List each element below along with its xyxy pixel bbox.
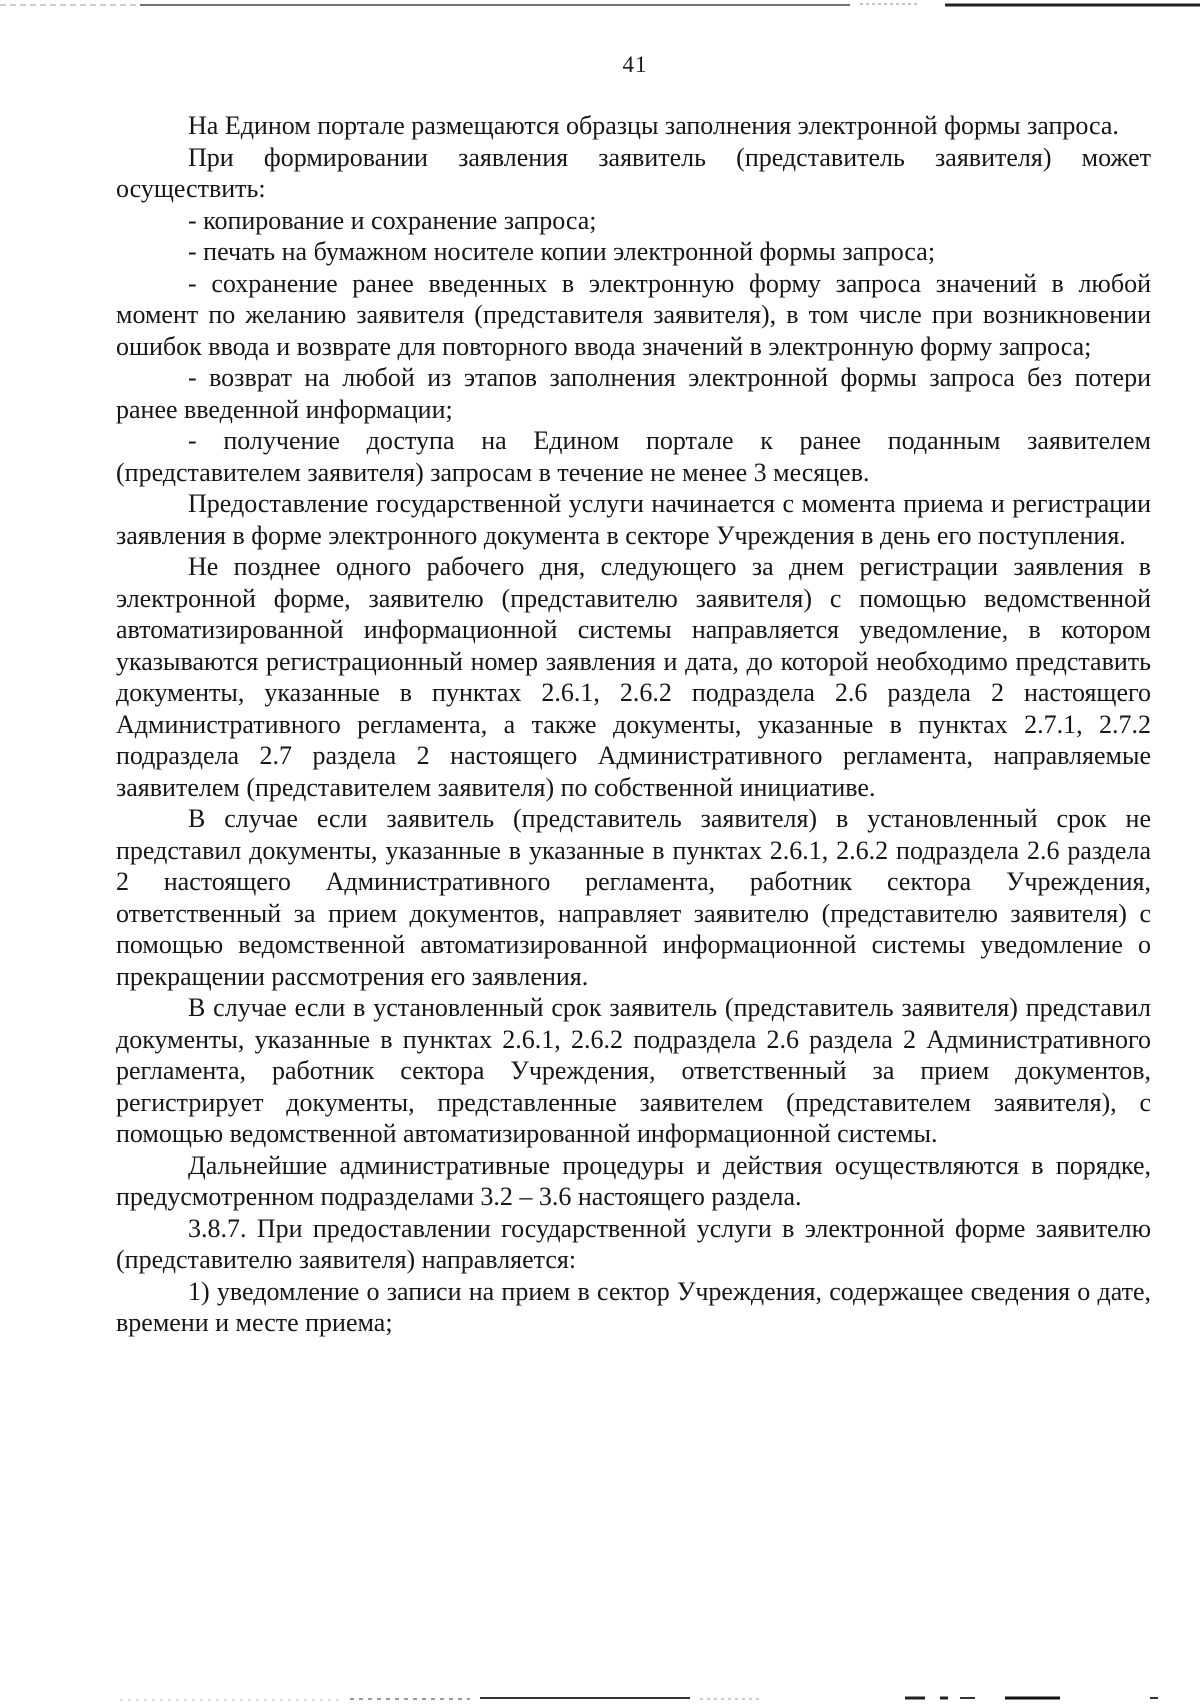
paragraph-applicant-options: При формировании заявления заявитель (представитель заявителя) может осуществить: — [116, 142, 1151, 203]
paragraph-notification-deadline: Не позднее одного рабочего дня, следующего за днем регистрации заявления в электронной форме, заявителю (представителю заявителя) с помощью ведомственной автоматизированной информационной системы направляется уведомление, в котором указываются регистрационный номер заявления и дата, до которой необходимо представить документы, указанные в пунктах 2.6.1, 2.6.2 подраздела 2.6 раздела 2 настоящего Административного регламента, а также документы, указанные в пунктах 2.7.1, 2.7.2 подраздела 2.7 раздела 2 настоящего Административного регламента, направляемые заявителем (представителем заявителя) по собственной инициативе. — [116, 552, 1151, 802]
paragraph-further-procedures: Дальнейшие административные процедуры и действия осуществляются в порядке, предусмотренном подразделами 3.2 – 3.6 настоящего раздела. — [116, 1150, 1151, 1211]
list-item-save-values: - сохранение ранее введенных в электронную форму запроса значений в любой момент по желанию заявителя (представителя заявителя), в том числе при возникновении ошибок ввода и возврате для повторного ввода значений в электронную форму запроса; — [116, 268, 1151, 361]
list-item-print: - печать на бумажном носителе копии электронной формы запроса; — [188, 237, 936, 266]
scan-edge-bottom — [0, 1690, 1200, 1704]
list-item-return-step: - возврат на любой из этапов заполнения электронной формы запроса без потери ранее введенной информации; — [116, 363, 1151, 424]
list-item-access-requests: - получение доступа на Едином портале к ранее поданным заявителем (представителем заявителя) запросам в течение не менее 3 месяцев. — [116, 426, 1151, 487]
paragraph-termination: В случае если заявитель (представитель заявителя) в установленный срок не представил документы, указанные в указанные в пунктах 2.6.1, 2.6.2 подраздела 2.6 раздела 2 настоящего Административного регламента, работник сектора Учреждения, ответственный за прием документов, направляет заявителю (представителю заявителя) с помощью ведомственной автоматизированной информационной системы уведомление о прекращении рассмотрения его заявления. — [116, 804, 1151, 991]
scan-edge-top — [0, 3, 1200, 13]
page-number: 41 — [622, 52, 648, 77]
document-body — [116, 110, 1151, 1339]
paragraph-portal-samples: На Едином портале размещаются образцы заполнения электронной формы запроса. — [188, 111, 1119, 140]
paragraph-section-3-8-7: 3.8.7. При предоставлении государственной услуги в электронной форме заявителю (представителю заявителя) направляется: — [116, 1213, 1151, 1274]
list-item-copy-save: - копирование и сохранение запроса; — [188, 205, 597, 235]
list-item-appointment-notice: 1) уведомление о записи на прием в сектор Учреждения, содержащее сведения о дате, времени и месте приема; — [116, 1276, 1151, 1337]
paragraph-service-start: Предоставление государственной услуги начинается с момента приема и регистрации заявления в форме электронного документа в секторе Учреждения в день его поступления. — [116, 489, 1151, 550]
paragraph-registration: В случае если в установленный срок заявитель (представитель заявителя) представил документы, указанные в пунктах 2.6.1, 2.6.2 подраздела 2.6 раздела 2 Административного регламента, работник сектора Учреждения, ответственный за прием документов, регистрирует документы, представленные заявителем (представителем заявителя), с помощью ведомственной автоматизированной информационной системы. — [116, 993, 1151, 1148]
